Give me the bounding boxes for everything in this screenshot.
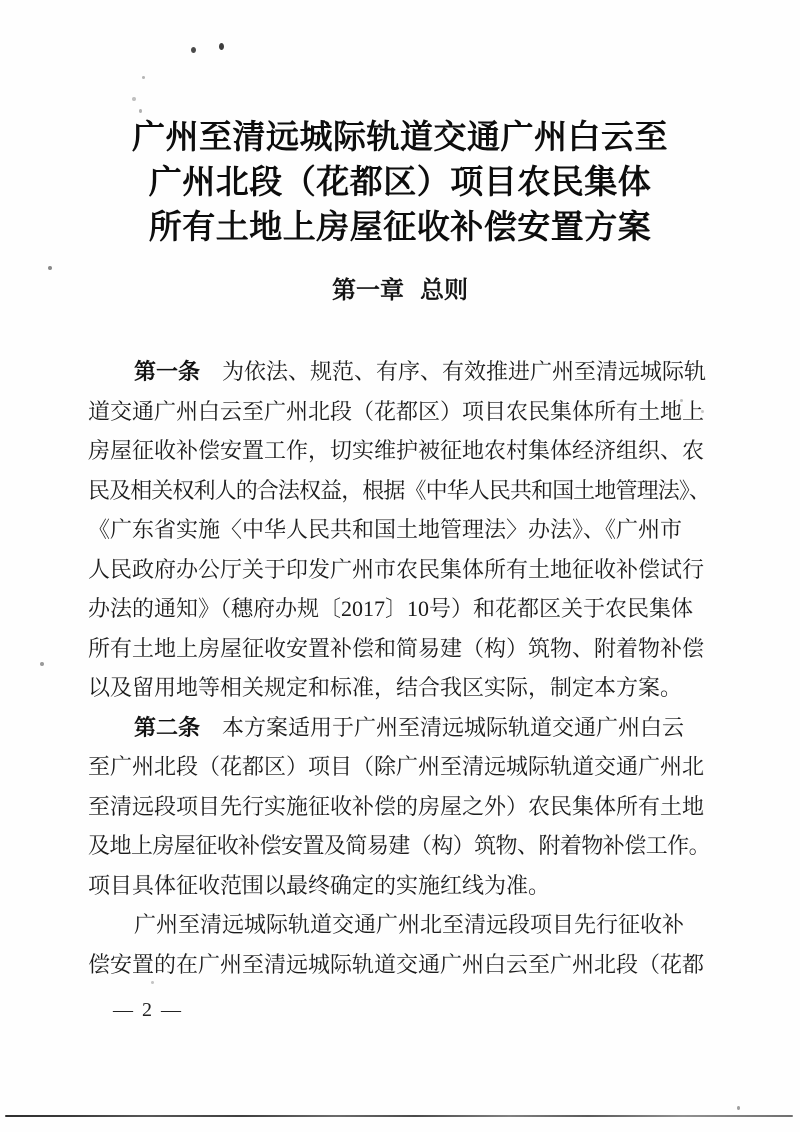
body-line: 《广东省实施〈中华人民共和国土地管理法〉办法》、《广州市 xyxy=(88,517,683,542)
body-line: 至广州北段（花都区）项目（除广州至清远城际轨道交通广州北 xyxy=(88,754,705,779)
body-line: 偿安置的在广州至清远城际轨道交通广州白云至广州北段（花都 xyxy=(88,951,705,977)
chapter-heading xyxy=(0,272,800,310)
title-line: 广州北段（花都区）项目农民集体 xyxy=(148,165,652,201)
scan-speck xyxy=(737,1106,740,1110)
body-line: 及地上房屋征收补偿安置及简易建（构）筑物、附着物补偿工作。 xyxy=(88,833,711,858)
body-line: 广州至清远城际轨道交通广州北至清远段项目先行征收补 xyxy=(134,912,685,937)
chapter-number: 第一章 xyxy=(332,277,404,304)
scan-speck xyxy=(219,43,224,50)
body-line: 房屋征收补偿安置工作，切实维护被征地农村集体经济组织、农 xyxy=(88,438,705,463)
document-body xyxy=(88,352,710,984)
title-line: 所有土地上房屋征收补偿安置方案 xyxy=(148,210,652,246)
body-line: 项目具体征收范围以最终确定的实施红线为准。 xyxy=(88,872,551,898)
article-lead: 第二条 xyxy=(134,714,201,740)
body-line: 道交通广州白云至广州北段（花都区）项目农民集体所有土地上 xyxy=(88,398,705,424)
scan-speck xyxy=(142,76,145,79)
body-line: 以及留用地等相关规定和标准，结合我区实际，制定本方案。 xyxy=(88,675,683,700)
body-line: 民及相关权利人的合法权益，根据《中华人民共和国土地管理法》、 xyxy=(88,477,711,503)
article-lead: 第一条 xyxy=(134,359,201,384)
body-line: 第二条 本方案适用于广州至清远城际轨道交通广州白云 xyxy=(134,714,685,740)
scan-speck xyxy=(139,109,142,113)
body-line: 第一条 为依法、规范、有序、有效推进广州至清远城际轨 xyxy=(134,359,707,384)
page-number: — 2 — xyxy=(113,999,183,1021)
body-line: 办法的通知》（穗府办规〔2017〕10号）和花都区关于农民集体 xyxy=(88,596,694,621)
scan-speck xyxy=(191,47,196,53)
scan-speck xyxy=(48,266,52,270)
title-line: 广州至清远城际轨道交通广州白云至 xyxy=(132,120,668,156)
scan-speck xyxy=(40,662,44,666)
body-line: 至清远段项目先行实施征收补偿的房屋之外）农民集体所有土地 xyxy=(88,793,705,819)
body-line: 人民政府办公厅关于印发广州市农民集体所有土地征收补偿试行 xyxy=(88,556,705,582)
scan-edge-line xyxy=(5,1115,793,1117)
body-line: 所有土地上房屋征收安置补偿和简易建（构）筑物、附着物补偿 xyxy=(88,635,705,661)
scan-speck xyxy=(132,97,136,101)
chapter-name: 总则 xyxy=(420,277,468,304)
document-title xyxy=(0,116,800,251)
